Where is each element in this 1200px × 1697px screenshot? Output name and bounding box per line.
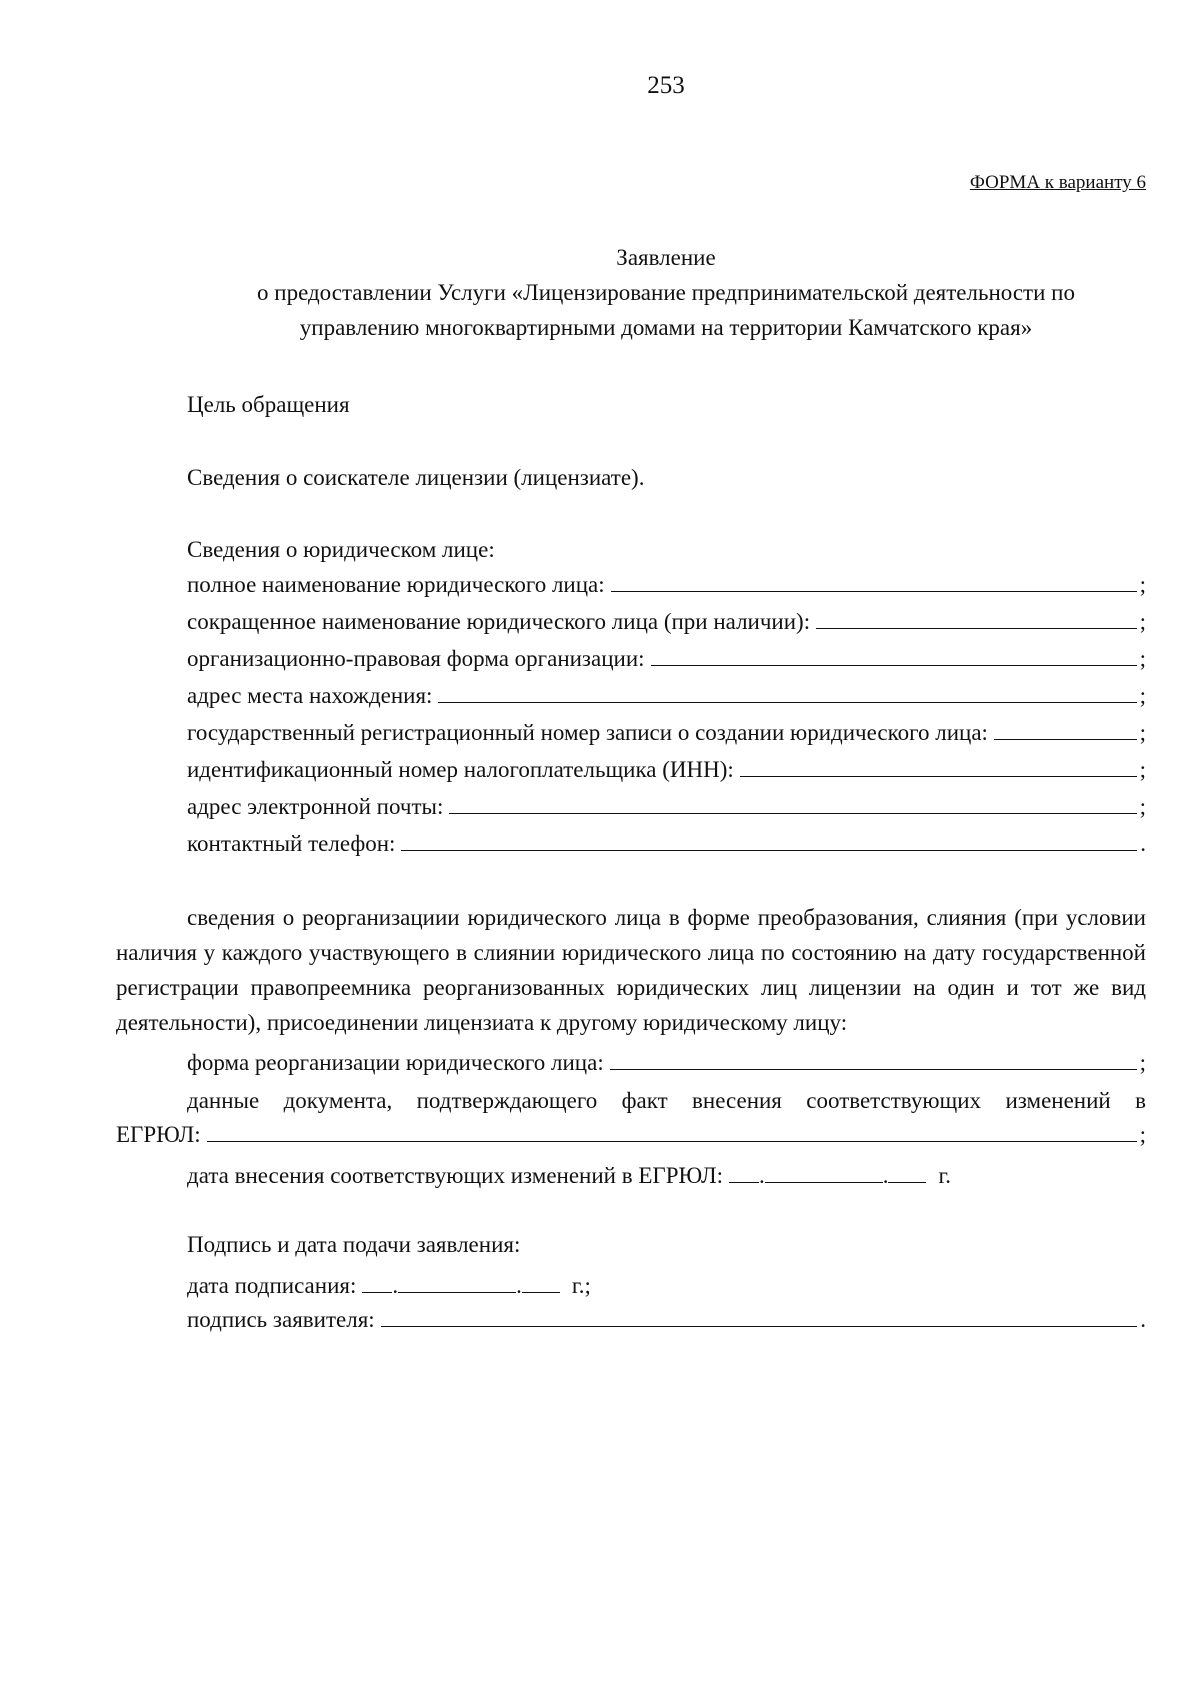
signature-heading: Подпись и дата подачи заявления:	[187, 1232, 521, 1257]
field-phone-blank[interactable]	[401, 828, 1137, 851]
document-title	[66, 240, 1200, 345]
legal-entity-heading: Сведения о юридическом лице:	[187, 537, 495, 562]
field-legal-form-blank[interactable]	[651, 643, 1137, 666]
field-short-name-blank[interactable]	[816, 606, 1137, 629]
signing-date-label: дата подписания:	[187, 1273, 357, 1298]
field-reorg-form-blank[interactable]	[610, 1047, 1137, 1070]
page-number: 253	[647, 72, 685, 99]
field-legal-form-label: организационно-правовая форма организации:	[187, 646, 645, 671]
signing-date-month-blank[interactable]	[398, 1270, 516, 1293]
egrul-date-day-blank[interactable]	[729, 1160, 759, 1183]
title-line-1: Заявление	[616, 245, 716, 270]
form-reference: ФОРМА к варианту 6	[969, 172, 1146, 193]
field-inn: идентификационный номер налогоплательщика (ИНН): ;	[187, 754, 1146, 786]
field-ogrn-blank[interactable]	[994, 717, 1137, 740]
field-reorg-form: форма реорганизации юридического лица: ;	[187, 1047, 1146, 1079]
applicant-info-label: Сведения о соискателе лицензии (лицензиате).	[187, 465, 645, 490]
field-egrul-date-label: дата внесения соответствующих изменений в ЕГРЮЛ:	[187, 1163, 723, 1188]
reorganization-paragraph: сведения о реорганизациии юридического лица в форме преобразования, слияния (при условии наличия у каждого участвующего в слиянии юридического лица по состоянию на дату государственной регистрации правопреемника реорганизованных юридических лиц лицензии на один и тот же вид деятельности), присоединении лицензиата к другому юридическому лицу:	[116, 905, 1146, 1035]
signature-label: подпись заявителя:	[187, 1307, 375, 1332]
field-inn-blank[interactable]	[740, 754, 1137, 777]
egrul-date-month-blank[interactable]	[765, 1160, 883, 1183]
field-short-name-label: сокращенное наименование юридического лица (при наличии):	[187, 609, 811, 634]
egrul-date-suffix: г.	[938, 1163, 952, 1188]
field-full-name-blank[interactable]	[611, 569, 1137, 592]
egrul-date-year-blank[interactable]	[888, 1160, 926, 1183]
field-phone: контактный телефон: .	[187, 828, 1146, 860]
title-line-2: о предоставлении Услуги «Лицензирование предпринимательской деятельности по	[257, 280, 1075, 305]
field-doc-label-line1: данные документа, подтверждающего факт внесения соответствующих изменений в	[187, 1088, 1146, 1113]
field-egrul-date: дата внесения соответствующих изменений в ЕГРЮЛ: . . г.	[187, 1160, 951, 1189]
field-signature: подпись заявителя: .	[187, 1304, 1146, 1336]
field-address: адрес места нахождения: ;	[187, 680, 1146, 712]
signing-date-day-blank[interactable]	[362, 1270, 392, 1293]
field-address-label: адрес места нахождения:	[187, 683, 433, 708]
field-email-blank[interactable]	[449, 791, 1136, 814]
field-signing-date: дата подписания: . . г.;	[187, 1270, 591, 1299]
field-inn-label: идентификационный номер налогоплательщика (ИНН):	[187, 757, 734, 782]
field-egrul-doc: ЕГРЮЛ: ;	[116, 1119, 1146, 1151]
signing-date-suffix: г.;	[571, 1273, 591, 1298]
field-full-name: полное наименование юридического лица: ;	[187, 569, 1146, 601]
field-legal-form: организационно-правовая форма организации: ;	[187, 643, 1146, 675]
field-full-name-label: полное наименование юридического лица:	[187, 572, 605, 597]
signature-blank[interactable]	[381, 1304, 1138, 1327]
field-address-blank[interactable]	[438, 680, 1136, 703]
field-egrul-doc-blank[interactable]	[207, 1119, 1137, 1142]
field-egrul-doc-label: ЕГРЮЛ:	[116, 1122, 201, 1147]
field-phone-label: контактный телефон:	[187, 831, 396, 856]
title-line-3: управлению многоквартирными домами на территории Камчатского края»	[299, 315, 1033, 340]
field-ogrn: государственный регистрационный номер записи о создании юридического лица: ;	[187, 717, 1146, 749]
field-email: адрес электронной почты: ;	[187, 791, 1146, 823]
field-email-label: адрес электронной почты:	[187, 794, 444, 819]
field-ogrn-label: государственный регистрационный номер записи о создании юридического лица:	[187, 720, 988, 745]
field-short-name: сокращенное наименование юридического лица (при наличии): ;	[187, 606, 1146, 638]
signing-date-year-blank[interactable]	[522, 1270, 560, 1293]
purpose-label: Цель обращения	[187, 392, 350, 417]
field-reorg-form-label: форма реорганизации юридического лица:	[187, 1050, 604, 1075]
